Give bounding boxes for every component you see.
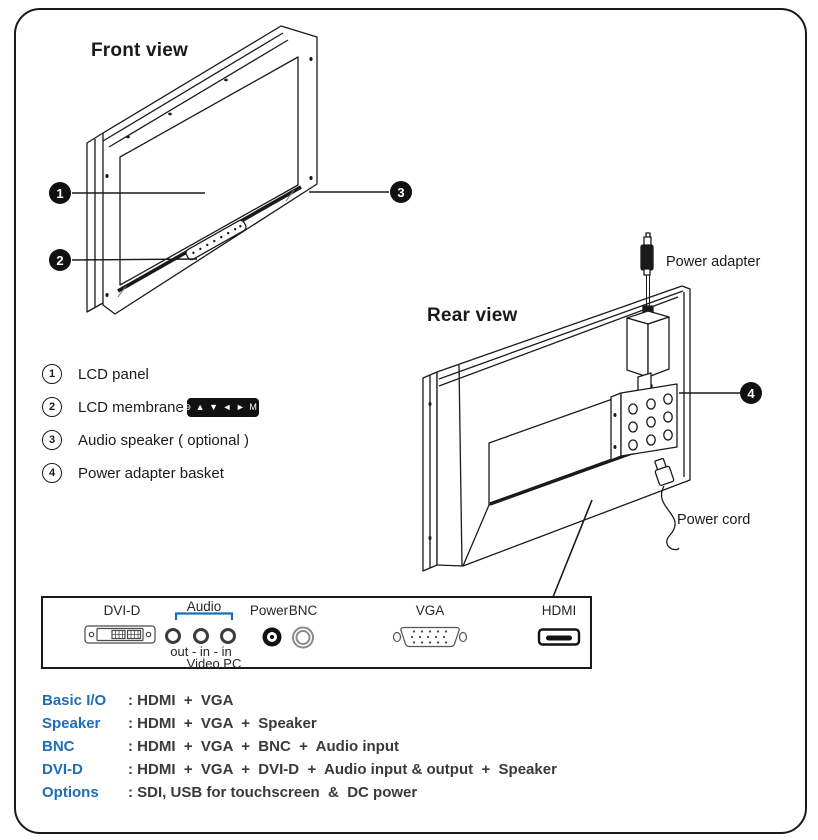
power-jack-icon [263, 628, 282, 647]
config-label: DVI-D [42, 761, 83, 778]
config-value: : HDMI + VGA [128, 692, 234, 709]
membrane-buttons-icon: · ⊖ ▲ ▼ ◄ ► M ↷ [187, 398, 259, 417]
front-view-title: Front view [91, 40, 189, 61]
rear-view-title: Rear view [427, 305, 518, 326]
bnc-port-label: BNC [288, 603, 318, 618]
hdmi-connector-icon [539, 630, 579, 645]
vga-port-label: VGA [415, 603, 445, 618]
config-label: Options [42, 784, 99, 801]
config-value: : HDMI + VGA + Speaker [128, 715, 317, 732]
dvi-connector-icon [85, 626, 155, 643]
audio-port-label: Audio [186, 599, 222, 614]
dvi-port-label: DVI-D [103, 603, 141, 618]
config-value: : HDMI + VGA + DVI-D + Audio input & output + Speaker [128, 761, 557, 778]
legend-label-2: LCD membrane [78, 398, 184, 416]
config-label: Basic I/O [42, 692, 107, 709]
legend-number-3: 3 [42, 430, 62, 450]
config-label: BNC [42, 738, 75, 755]
legend-label-3: Audio speaker ( optional ) [78, 431, 249, 449]
config-value: : HDMI + VGA + BNC + Audio input [128, 738, 399, 755]
bnc-connector-icon [293, 628, 313, 648]
legend-number-1: 1 [42, 364, 62, 384]
config-value: : SDI, USB for touchscreen & DC power [128, 784, 418, 801]
power-cord-label: Power cord [677, 512, 751, 528]
config-label: Speaker [42, 715, 101, 732]
legend-number-4: 4 [42, 463, 62, 483]
legend-item-power-basket [42, 462, 224, 484]
hdmi-port-label: HDMI [541, 603, 577, 618]
legend-number-2: 2 [42, 397, 62, 417]
callout-3: 3 [390, 181, 412, 203]
legend-label-1: LCD panel [78, 365, 149, 383]
callout-4: 4 [740, 382, 762, 404]
power-adapter-label: Power adapter [666, 254, 761, 270]
legend-item-audio-speaker [42, 429, 249, 451]
rear-view-drawing [423, 233, 740, 597]
power-port-label: Power [249, 603, 289, 618]
front-view-drawing [87, 26, 317, 314]
legend-label-4: Power adapter basket [78, 464, 224, 482]
audio-jack-icons [167, 630, 235, 643]
callout-2: 2 [49, 249, 71, 271]
callout-1: 1 [49, 182, 71, 204]
legend-item-lcd-panel [42, 363, 149, 385]
audio-jack-row-label: out - in - in [170, 644, 232, 659]
audio-source-row-label: Video PC [186, 656, 242, 671]
legend-item-lcd-membrane [42, 396, 184, 418]
